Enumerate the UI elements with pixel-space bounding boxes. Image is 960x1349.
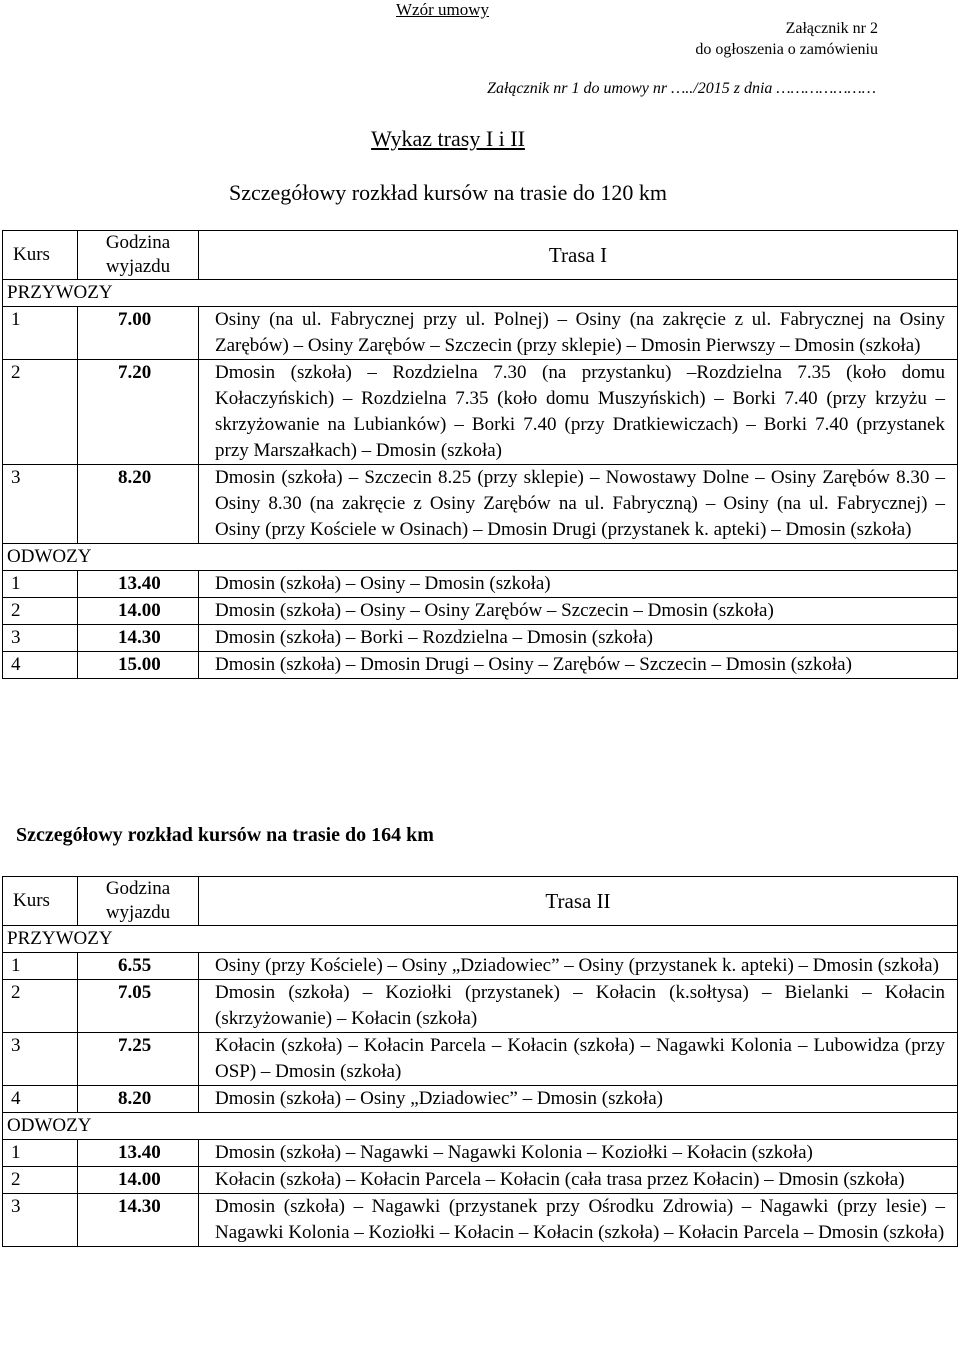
section-row [3,926,958,953]
kurs-number: 2 [3,1167,78,1194]
zalacznik-line2: do ogłoszenia o zamówieniu [695,41,878,58]
route-table-2 [2,876,958,1247]
kurs-number: 1 [3,571,78,598]
departure-time: 8.20 [78,465,199,544]
header-row [3,231,958,280]
col-godzina-header: Godzina wyjazdu [78,231,199,280]
departure-time: 7.20 [78,360,199,465]
col-trasa-header: Trasa I [199,231,958,280]
table-row [3,1086,958,1113]
departure-time: 13.40 [78,1140,199,1167]
col-godzina-header: Godzina wyjazdu [78,877,199,926]
kurs-number: 2 [3,360,78,465]
route-description: Kołacin (szkoła) – Kołacin Parcela – Kołacin (szkoła) – Nagawki Kolonia – Lubowidza (przy OSP) – Dmosin (szkoła) [199,1033,958,1086]
table-row [3,1033,958,1086]
route-description: Osiny (na ul. Fabrycznej przy ul. Polnej) – Osiny (na zakręcie z ul. Fabrycznej na Osiny Zarębów) – Osiny Zarębów – Szczecin (przy sklepie) – Dmosin Pierwszy – Dmosin (szkoła) [199,307,958,360]
table-row [3,953,958,980]
kurs-number: 1 [3,307,78,360]
col-kurs-header: Kurs [3,231,78,280]
table-row [3,465,958,544]
table-row [3,1194,958,1247]
route-description: Dmosin (szkoła) – Nagawki (przystanek przy Ośrodku Zdrowia) – Nagawki (przy lesie) – Nagawki Kolonia – Koziołki – Kołacin – Kołacin (szkoła) – Kołacin Parcela – Dmosin (szkoła) [199,1194,958,1247]
kurs-number: 2 [3,598,78,625]
section-label: ODWOZY [3,1113,958,1140]
departure-time: 14.00 [78,598,199,625]
table-row [3,980,958,1033]
route-description: Dmosin (szkoła) – Szczecin 8.25 (przy sklepie) – Nowostawy Dolne – Osiny Zarębów 8.30 – Osiny 8.30 (na zakręcie z Osiny Zarębów na ul. Fabryczną) – Osiny (na ul. Fabrycznej) – Osiny (przy Kościele w Osinach) – Dmosin Drugi (przystanek k. apteki) – Dmosin (szkoła) [199,465,958,544]
zalacznik-block [695,18,878,60]
table-row [3,1140,958,1167]
departure-time: 14.30 [78,1194,199,1247]
departure-time: 7.25 [78,1033,199,1086]
section1-subtitle: Szczegółowy rozkład kursów na trasie do 120 km [228,180,668,205]
umowa-reference: Załącznik nr 1 do umowy nr …../2015 z dnia ………………… [487,80,876,97]
departure-time: 13.40 [78,571,199,598]
route-description: Dmosin (szkoła) – Borki – Rozdzielna – Dmosin (szkoła) [199,625,958,652]
departure-time: 8.20 [78,1086,199,1113]
kurs-number: 1 [3,1140,78,1167]
departure-time: 6.55 [78,953,199,980]
section-label: PRZYWOZY [3,926,958,953]
route-description: Osiny (przy Kościele) – Osiny „Dziadowiec” – Osiny (przystanek k. apteki) – Dmosin (szkoła) [199,953,958,980]
kurs-number: 3 [3,625,78,652]
route-table-1 [2,230,958,679]
col-kurs-header: Kurs [3,877,78,926]
route-description: Dmosin (szkoła) – Osiny „Dziadowiec” – Dmosin (szkoła) [199,1086,958,1113]
kurs-number: 4 [3,1086,78,1113]
departure-time: 14.00 [78,1167,199,1194]
departure-time: 14.30 [78,625,199,652]
route-description: Dmosin (szkoła) – Osiny – Osiny Zarębów – Szczecin – Dmosin (szkoła) [199,598,958,625]
table-row [3,625,958,652]
kurs-number: 4 [3,652,78,679]
wzor-umowy-link: Wzór umowy [396,0,490,19]
route-description: Kołacin (szkoła) – Kołacin Parcela – Kołacin (cała trasa przez Kołacin) – Dmosin (szkoła) [199,1167,958,1194]
kurs-number: 3 [3,1194,78,1247]
table-row [3,598,958,625]
route-description: Dmosin (szkoła) – Nagawki – Nagawki Kolonia – Koziołki – Kołacin (szkoła) [199,1140,958,1167]
table-row [3,307,958,360]
table-row [3,1167,958,1194]
col-trasa-header: Trasa II [199,877,958,926]
route-description: Dmosin (szkoła) – Rozdzielna 7.30 (na przystanku) –Rozdzielna 7.35 (koło domu Kołaczyńskich) – Rozdzielna 7.35 (koło domu Muszyńskich) – Borki 7.40 (przy krzyżu – skrzyżowanie na Lubianków) – Borki 7.40 (przy Dratkiewiczach) – Borki 7.40 (przystanek przy Marszałkach) – Dmosin (szkoła) [199,360,958,465]
kurs-number: 2 [3,980,78,1033]
table-row [3,571,958,598]
kurs-number: 3 [3,465,78,544]
table-row [3,360,958,465]
route-description: Dmosin (szkoła) – Osiny – Dmosin (szkoła) [199,571,958,598]
section-label: PRZYWOZY [3,280,958,307]
kurs-number: 1 [3,953,78,980]
route-description: Dmosin (szkoła) – Koziołki (przystanek) – Kołacin (k.sołtysa) – Bielanki – Kołacin (skrzyżowanie) – Kołacin (szkoła) [199,980,958,1033]
departure-time: 7.00 [78,307,199,360]
header-row [3,877,958,926]
section-row [3,280,958,307]
kurs-number: 3 [3,1033,78,1086]
section-label: ODWOZY [3,544,958,571]
section-row [3,544,958,571]
section2-subtitle: Szczegółowy rozkład kursów na trasie do 164 km [16,824,434,846]
departure-time: 15.00 [78,652,199,679]
route-description: Dmosin (szkoła) – Dmosin Drugi – Osiny – Zarębów – Szczecin – Dmosin (szkoła) [199,652,958,679]
departure-time: 7.05 [78,980,199,1033]
section-row [3,1113,958,1140]
zalacznik-line1: Załącznik nr 2 [785,20,878,37]
page-title: Wykaz trasy I i II [371,126,525,151]
table-row [3,652,958,679]
